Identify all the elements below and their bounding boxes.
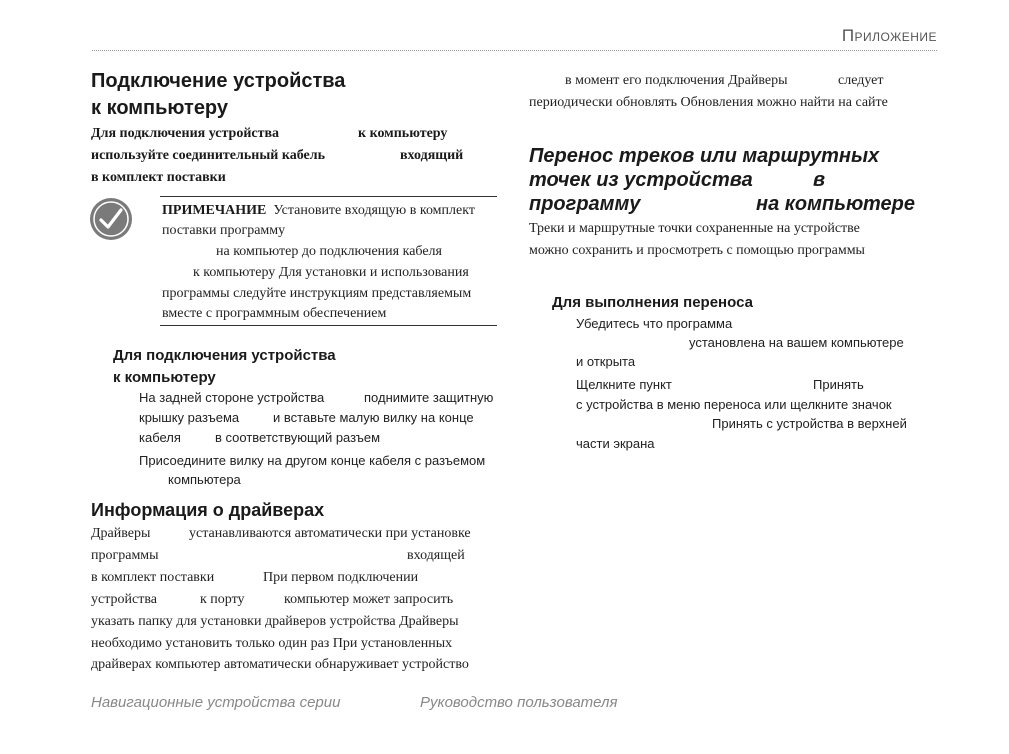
transfer-intro-text: Треки и маршрутные точки сохраненные на устройстве bbox=[529, 221, 860, 236]
transfer-procedure-title: Для выполнения переноса bbox=[552, 294, 753, 311]
transfer-title-line-1: Перенос треков или маршрутных bbox=[529, 145, 880, 167]
step-text: в соответствующий разъем bbox=[215, 430, 381, 445]
note-checkmark-icon bbox=[89, 197, 133, 241]
step-text: части экрана bbox=[576, 436, 655, 451]
note-line-5: программы следуйте инструкциям представляемым bbox=[162, 286, 472, 301]
drivers-text: в комплект поставки bbox=[91, 570, 215, 585]
intro-text: входящий bbox=[400, 148, 464, 163]
step-text: крышку разъема bbox=[139, 410, 240, 425]
step-text: Присоедините вилку на другом конце кабеля с разъемом bbox=[139, 453, 486, 468]
drivers-text: драйверах компьютер автоматически обнаруживает устройство bbox=[91, 657, 469, 672]
drivers-text: указать папку для установки драйверов устройства Драйверы bbox=[91, 614, 459, 629]
note-label: ПРИМЕЧАНИЕ bbox=[162, 203, 267, 218]
transfer-intro-text: можно сохранить и просмотреть с помощью программы bbox=[529, 243, 865, 258]
drivers-text: компьютер может запросить bbox=[284, 592, 454, 607]
drivers-text: Драйверы bbox=[91, 526, 151, 541]
footer-product-name: Навигационные устройства серии bbox=[91, 694, 341, 711]
drivers-continued-text: периодически обновлять Обновления можно найти на сайте bbox=[529, 95, 888, 110]
procedure-title-line-2: к компьютеру bbox=[113, 369, 216, 386]
drivers-text: При первом подключении bbox=[263, 570, 419, 585]
section-title-line-1: Подключение устройства bbox=[91, 70, 346, 92]
drivers-text: программы bbox=[91, 548, 159, 563]
intro-text: используйте соединительный кабель bbox=[91, 148, 325, 163]
step-text: Принять с устройства в верхней bbox=[712, 416, 907, 431]
drivers-text: необходимо установить только один раз При установленных bbox=[91, 636, 453, 651]
footer-manual-title: Руководство пользователя bbox=[420, 694, 618, 711]
note-line-1 bbox=[162, 203, 475, 219]
step-text: Убедитесь что программа bbox=[576, 316, 733, 331]
note-line-6: вместе с программным обеспечением bbox=[162, 306, 387, 321]
drivers-title: Информация о драйверах bbox=[91, 500, 325, 520]
section-title-line-2: к компьютеру bbox=[91, 97, 229, 119]
transfer-title-line-3b: на компьютере bbox=[756, 193, 916, 215]
note-top-rule bbox=[160, 196, 497, 197]
note-bottom-rule bbox=[160, 325, 497, 326]
step-text: установлена на вашем компьютере bbox=[689, 335, 904, 350]
drivers-continued-text: следует bbox=[838, 73, 884, 88]
intro-text: в комплект поставки bbox=[91, 170, 226, 185]
transfer-title-line-2b: в bbox=[813, 169, 826, 191]
drivers-text: входящей bbox=[407, 548, 465, 563]
step-text: и вставьте малую вилку на конце bbox=[273, 410, 474, 425]
step-text: с устройства в меню переноса или щелкните значок bbox=[576, 397, 892, 412]
intro-text: Для подключения устройства bbox=[91, 126, 280, 141]
note-line-4: к компьютеру Для установки и использования bbox=[193, 265, 469, 280]
step-text: компьютера bbox=[168, 472, 241, 487]
step-text: поднимите защитную bbox=[364, 390, 494, 405]
step-text: Щелкните пункт bbox=[576, 377, 672, 392]
step-text: Принять bbox=[813, 377, 864, 392]
transfer-title-line-3a: программу bbox=[529, 193, 641, 215]
note-line-2: поставки программу bbox=[162, 223, 286, 238]
transfer-title-line-2a: точек из устройства bbox=[529, 169, 753, 191]
drivers-text: устанавливаются автоматически при установке bbox=[189, 526, 471, 541]
step-text: и открыта bbox=[576, 354, 636, 369]
drivers-text: устройства bbox=[91, 592, 157, 607]
drivers-continued-text: в момент его подключения Драйверы bbox=[565, 73, 788, 88]
section-header: Приложение bbox=[841, 26, 937, 45]
intro-text: к компьютеру bbox=[358, 126, 448, 141]
procedure-title-line-1: Для подключения устройства bbox=[113, 347, 336, 364]
header-divider bbox=[92, 50, 937, 51]
drivers-text: к порту bbox=[200, 592, 245, 607]
step-text: На задней стороне устройства bbox=[139, 390, 325, 405]
step-text: кабеля bbox=[139, 430, 181, 445]
note-text: Установите входящую в комплект bbox=[273, 203, 475, 218]
note-line-3: на компьютер до подключения кабеля bbox=[216, 244, 442, 259]
